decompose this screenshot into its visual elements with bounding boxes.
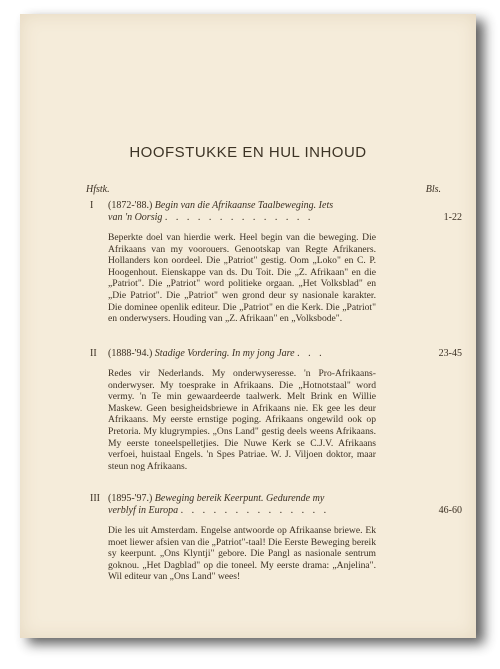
chapter-entry <box>86 200 460 325</box>
chapter-heading <box>86 200 460 224</box>
chapter-pages: 1-22 <box>443 212 462 223</box>
chapter-heading <box>86 493 460 517</box>
chapter-dates: (1888-'94.) <box>108 348 153 359</box>
chapter-title-cont: van 'n Oorsig <box>108 212 163 223</box>
chapter-title: Beweging bereik Keerpunt. Gedurende my <box>154 493 325 504</box>
chapter-number: II <box>90 348 97 359</box>
chapter-dates: (1895-'97.) <box>108 493 153 504</box>
chapter-title-cont: verblyf in Europa <box>108 505 179 516</box>
chapter-entry <box>86 348 460 472</box>
chapter-pages: 23-45 <box>438 348 462 359</box>
page-title: HOOFSTUKKE EN HUL INHOUD <box>129 144 367 161</box>
chapter-title: Stadige Vordering. In my jong Jare <box>154 348 295 359</box>
book-page <box>20 14 476 638</box>
chapter-column-header: Hfstk. <box>86 184 110 195</box>
chapter-entry <box>86 493 460 583</box>
chapter-summary: Beperkte doel van hierdie werk. Heel begin van die beweging. Die Afrikaans van my voorouers. Genootskap van Regte Afrikaners. Hollanders kon oordeel. Die „Patriot" gestig. Oom „Loko" en C. P. Hoogenhout. Eienskappe van ds. Du Toit. Die „Z. Afrikaan" en die „Patriot". Die „Patriot" word politieke orgaan. „Het Volksblad" en „Die Patriot". Die „Patriot" wen grond deur sy nasionale karakter. Die dominee openlik editeur. Die „Patriot" en die Kerk. Die „Patriot" en onderwysers. Houding van „Z. Afrikaan" en „Volksbode". <box>108 232 376 325</box>
leader-dots: . . . . . . . . . . . . . . <box>164 212 314 223</box>
chapter-heading <box>86 348 460 360</box>
chapter-pages: 46-60 <box>438 505 462 516</box>
chapter-dates: (1872-'88.) <box>108 200 153 211</box>
leader-dots: . . . <box>297 348 325 359</box>
leader-dots: . . . . . . . . . . . . . . <box>180 505 330 516</box>
chapter-summary: Redes vir Nederlands. My onderwyseresse. 'n Pro-Afrikaans-onderwyser. My toesprake in Afrikaans. Die „Hotnotstaal" word vermy. 'n Te min gewaardeerde taalwerk. Melt Brink en Willie Maskew. Geen besigheidsbriewe in Afrikaans nie. Ek gee les deur Afrikaans. My eerste ernstige poging. Afrikaans ongewild ook op Pretoria. My klugrympies. „Ons Land" gestig deels weens Afrikaans. My eerste toneelspelletjies. Die Nuwe Kerk se C.J.V. Afrikaans verfoei, huistaal Engels. 'n Spes Patriae. W. J. Viljoen doktor, maar steun nog Afrikaans. <box>108 368 376 472</box>
chapter-number: I <box>90 200 94 211</box>
chapter-title: Begin van die Afrikaanse Taalbeweging. Iets <box>154 200 334 211</box>
page-column-header: Bls. <box>425 184 441 195</box>
chapter-number: III <box>90 493 100 504</box>
chapter-summary: Die les uit Amsterdam. Engelse antwoorde op Afrikaanse briewe. Ek moet liewer afsien van die „Patriot"-taal! Die Eerste Beweging bereik sy keerpunt. „Ons Klyntji" gebore. Die Pangl as nasionale sentrum goknou. „Het Dagblad" op die toneel. My eerste drama: „Anjelina". Wil editeur van „Ons Land" wees! <box>108 525 376 583</box>
